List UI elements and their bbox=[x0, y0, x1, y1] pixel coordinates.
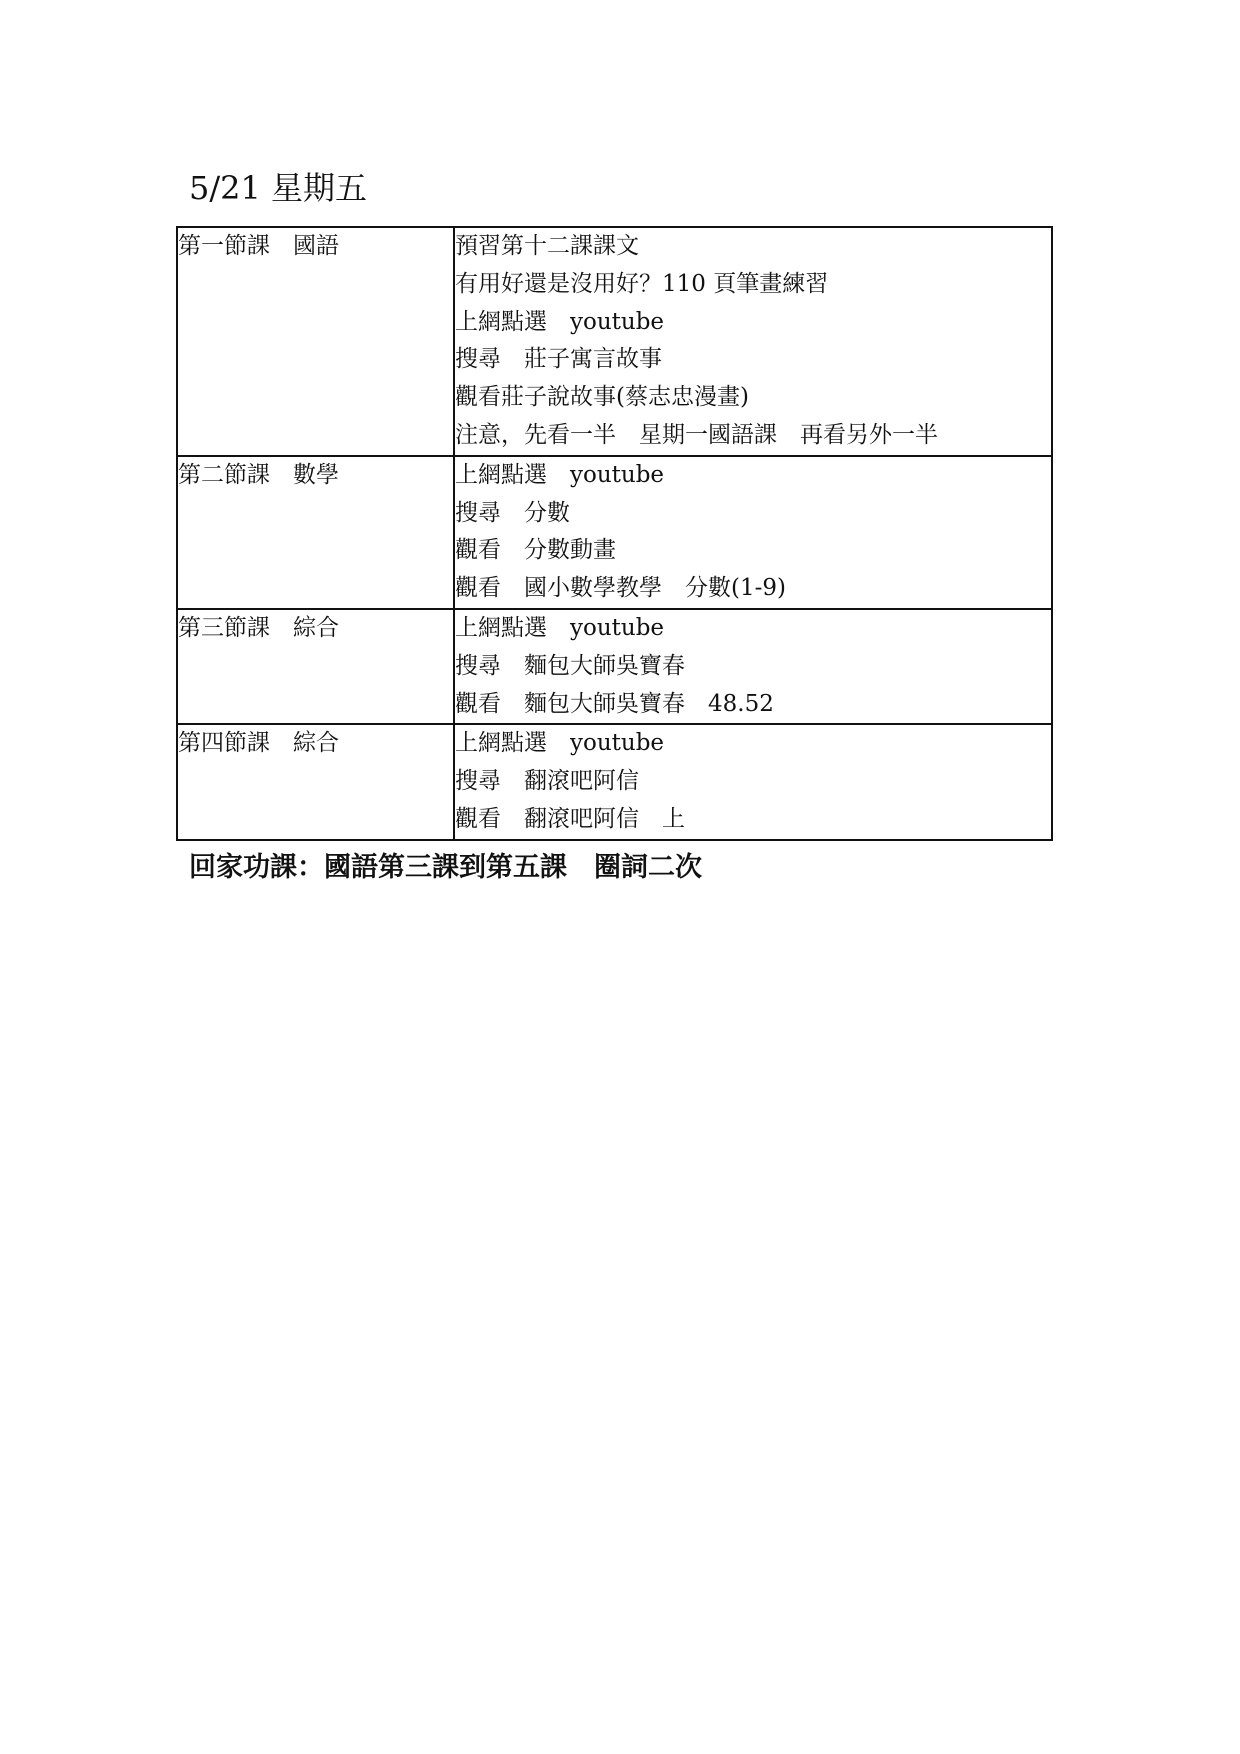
task-line: 搜尋 莊子寓言故事 bbox=[455, 346, 662, 373]
schedule-row-period-1 bbox=[177, 227, 1052, 456]
schedule-row-period-2 bbox=[177, 456, 1052, 609]
task-line: 預習第十二課課文 bbox=[455, 233, 639, 259]
schedule-row-period-4 bbox=[177, 724, 1052, 839]
task-line: 觀看 麵包大師吳寶春 48.52 bbox=[455, 690, 774, 717]
task-line: 搜尋 翻滾吧阿信 bbox=[455, 768, 639, 795]
page-title: 5/21 星期五 bbox=[189, 169, 368, 207]
period-3-tasks bbox=[454, 609, 1052, 724]
schedule-table bbox=[176, 226, 1053, 841]
task-line: 上網點選 youtube bbox=[455, 461, 665, 488]
task-line: 上網點選 youtube bbox=[455, 308, 665, 335]
task-line: 上網點選 youtube bbox=[455, 730, 665, 757]
task-line: 觀看莊子說故事(蔡志忠漫畫) bbox=[455, 384, 749, 411]
task-line: 觀看 翻滾吧阿信 上 bbox=[455, 805, 685, 832]
period-2-subject: 第二節課 數學 bbox=[177, 456, 454, 609]
period-1-tasks bbox=[454, 227, 1052, 456]
period-2-tasks bbox=[454, 456, 1052, 609]
task-line: 搜尋 分數 bbox=[455, 499, 570, 526]
task-line: 有用好還是沒用好？110 頁筆畫練習 bbox=[455, 270, 829, 297]
schedule-row-period-3 bbox=[177, 609, 1052, 724]
homework-note: 回家功課：國語第三課到第五課 圈詞二次 bbox=[189, 852, 702, 883]
task-line: 上網點選 youtube bbox=[455, 614, 665, 641]
task-line: 搜尋 麵包大師吳寶春 bbox=[455, 652, 685, 679]
task-line: 觀看 國小數學教學 分數(1-9) bbox=[455, 575, 786, 602]
period-3-subject: 第三節課 綜合 bbox=[177, 609, 454, 724]
task-line: 注意，先看一半 星期一國語課 再看另外一半 bbox=[455, 421, 938, 448]
period-4-tasks bbox=[454, 724, 1052, 839]
task-line: 觀看 分數動畫 bbox=[455, 537, 616, 564]
period-1-subject: 第一節課 國語 bbox=[177, 227, 454, 456]
period-4-subject: 第四節課 綜合 bbox=[177, 724, 454, 839]
